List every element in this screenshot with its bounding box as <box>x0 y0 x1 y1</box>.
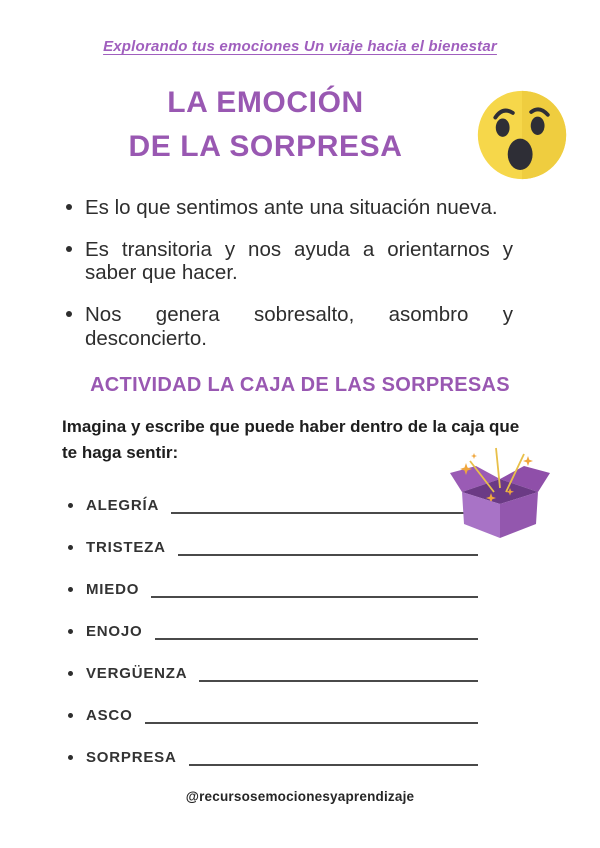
page-title-line2: DE LA SORPRESA <box>128 130 403 163</box>
emotion-label: ENOJO <box>86 622 143 640</box>
write-in-blank[interactable] <box>189 751 478 766</box>
emotion-row <box>68 621 478 640</box>
bullet-dot-icon <box>68 713 73 718</box>
emotion-label: MIEDO <box>86 580 140 598</box>
intro-bullet-item <box>85 303 513 349</box>
write-in-blank[interactable] <box>199 667 478 682</box>
title-row <box>55 81 568 181</box>
series-tagline: Explorando tus emociones Un viaje hacia el bienestar <box>103 38 497 55</box>
bullet-dot-icon <box>68 503 73 508</box>
emotion-row <box>68 579 478 598</box>
write-in-blank[interactable] <box>178 541 478 556</box>
bullet-dot-icon <box>66 204 72 210</box>
write-in-blank[interactable] <box>155 625 478 640</box>
intro-bullet-text: Nos genera sobresalto, asombro y desconcierto. <box>85 303 513 350</box>
emotion-label: ALEGRÍA <box>86 496 160 514</box>
surprised-face-icon <box>476 89 568 181</box>
emotion-label: SORPRESA <box>86 748 177 766</box>
intro-bullet-list <box>85 196 513 350</box>
write-in-blank[interactable] <box>151 583 478 598</box>
emotion-row <box>68 495 478 514</box>
bullet-dot-icon <box>66 246 72 252</box>
bullet-dot-icon <box>68 545 73 550</box>
emotion-row <box>68 537 478 556</box>
footer-handle: @recursosemocionesyaprendizaje <box>185 788 415 804</box>
bullet-dot-icon <box>68 587 73 592</box>
intro-bullet-text: Es transitoria y nos ayuda a orientarnos y saber que hacer. <box>85 238 513 285</box>
surprise-box-icon <box>450 446 550 546</box>
emotion-fill-in-list <box>68 495 478 766</box>
page-title-line1: LA EMOCIÓN <box>167 86 364 119</box>
activity-heading: ACTIVIDAD LA CAJA DE LAS SORPRESAS <box>90 373 510 396</box>
bullet-dot-icon <box>68 755 73 760</box>
write-in-blank[interactable] <box>145 709 478 724</box>
emotion-row <box>68 747 478 766</box>
intro-bullet-text: Es lo que sentimos ante una situación nueva. <box>85 196 498 219</box>
bullet-dot-icon <box>68 629 73 634</box>
emotion-label: ASCO <box>86 706 133 724</box>
emotion-row <box>68 705 478 724</box>
activity-instructions: Imagina y escribe que puede haber dentro de la caja que te haga sentir: <box>62 416 520 462</box>
emotion-row <box>68 663 478 682</box>
intro-bullet-item <box>85 238 513 284</box>
bullet-dot-icon <box>68 671 73 676</box>
write-in-blank[interactable] <box>171 499 478 514</box>
emotion-label: VERGÜENZA <box>86 664 188 682</box>
page-title <box>55 81 476 181</box>
bullet-dot-icon <box>66 311 72 317</box>
intro-bullet-item <box>85 196 513 219</box>
emotion-label: TRISTEZA <box>86 538 166 556</box>
